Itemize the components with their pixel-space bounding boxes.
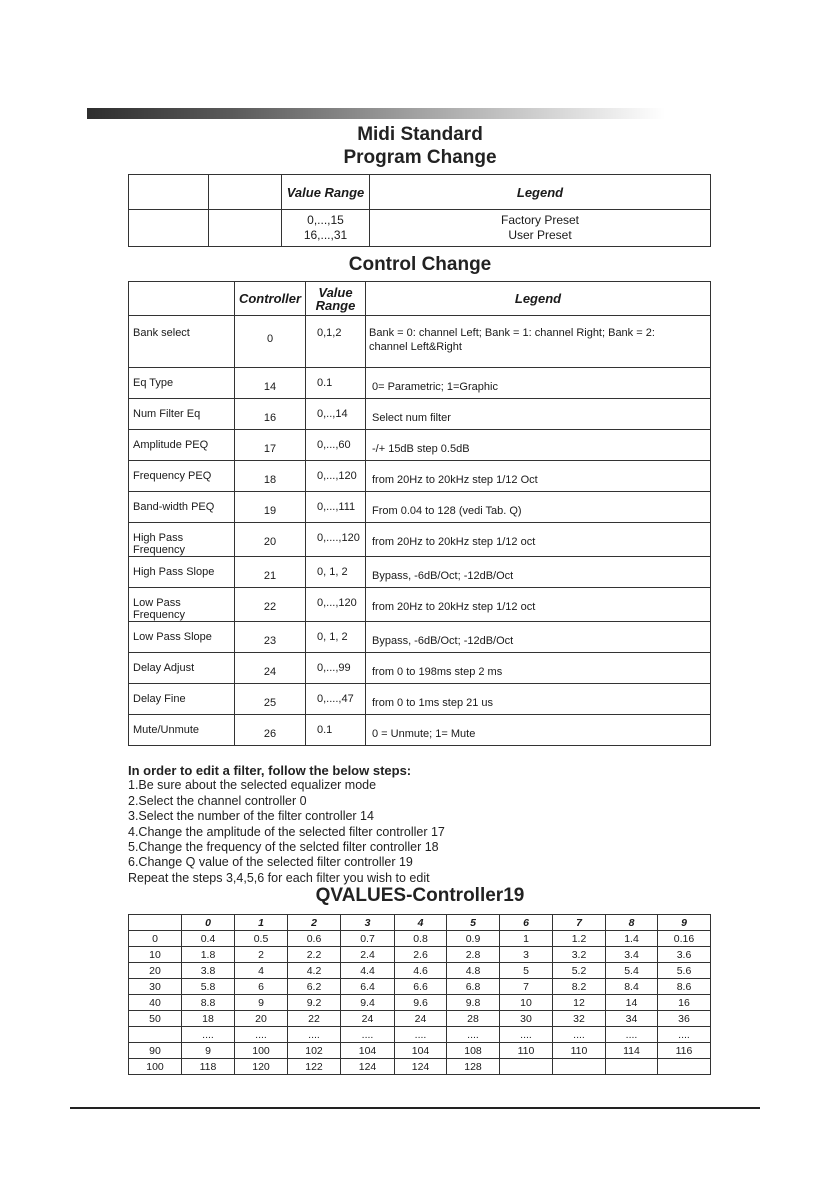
qv-cell: 2.2 <box>288 947 341 963</box>
table-row <box>129 1043 711 1059</box>
qv-cell: 0 <box>129 931 182 947</box>
qv-cell: 4.2 <box>288 963 341 979</box>
cc-range-cell: 0, 1, 2 <box>306 622 366 653</box>
qv-cell: 28 <box>447 1011 500 1027</box>
table-row <box>129 715 711 746</box>
qv-cell: 3.4 <box>606 947 658 963</box>
table-row <box>129 210 711 247</box>
qv-cell: 5.2 <box>553 963 606 979</box>
table-row <box>129 368 711 399</box>
table-row <box>129 979 711 995</box>
qv-cell: .... <box>395 1027 447 1043</box>
cc-range-cell: 0,...,111 <box>306 492 366 523</box>
qv-cell: 16 <box>658 995 711 1011</box>
qv-cell: 6.4 <box>341 979 395 995</box>
cc-controller-cell: 23 <box>235 622 306 653</box>
qv-cell: 8.2 <box>553 979 606 995</box>
table-row <box>129 557 711 588</box>
cc-controller-cell: 26 <box>235 715 306 746</box>
cc-range-cell: 0, 1, 2 <box>306 557 366 588</box>
cc-legend-cell: from 0 to 198ms step 2 ms <box>366 653 711 684</box>
qv-cell: 5 <box>500 963 553 979</box>
qv-cell: 124 <box>395 1059 447 1075</box>
qv-cell: 2 <box>235 947 288 963</box>
qv-cell: 0.4 <box>182 931 235 947</box>
table-row <box>129 461 711 492</box>
cc-name-cell: Mute/Unmute <box>129 715 235 746</box>
cc-legend-cell: from 0 to 1ms step 21 us <box>366 684 711 715</box>
qv-cell <box>553 1059 606 1075</box>
cc-range-cell: 0,1,2 <box>306 316 366 368</box>
qv-header-cell: 6 <box>500 915 553 931</box>
cc-range-cell: 0,....,120 <box>306 523 366 557</box>
qv-cell: 118 <box>182 1059 235 1075</box>
cc-range-cell: 0,...,120 <box>306 461 366 492</box>
cc-range-cell: 0,...,120 <box>306 588 366 622</box>
cc-name-cell: High Pass Slope <box>129 557 235 588</box>
cc-name-cell: Eq Type <box>129 368 235 399</box>
qv-cell: 104 <box>395 1043 447 1059</box>
qv-cell: .... <box>658 1027 711 1043</box>
table-row <box>129 622 711 653</box>
qv-cell: 30 <box>500 1011 553 1027</box>
qv-cell: 3.8 <box>182 963 235 979</box>
qv-cell: 9 <box>235 995 288 1011</box>
table-row <box>129 523 711 557</box>
qv-cell: .... <box>500 1027 553 1043</box>
pc-cell-c2 <box>209 210 282 247</box>
cc-controller-cell: 20 <box>235 523 306 557</box>
cc-name-cell: Delay Adjust <box>129 653 235 684</box>
qv-cell: 1.8 <box>182 947 235 963</box>
cc-name-cell: Low Pass Slope <box>129 622 235 653</box>
qv-cell: 110 <box>553 1043 606 1059</box>
qv-header-cell <box>129 915 182 931</box>
qv-cell: 9.4 <box>341 995 395 1011</box>
qv-cell: 8.6 <box>658 979 711 995</box>
qv-cell: 22 <box>288 1011 341 1027</box>
qv-cell: 116 <box>658 1043 711 1059</box>
qv-header-cell: 7 <box>553 915 606 931</box>
qv-header-cell: 9 <box>658 915 711 931</box>
qvalues-header-row <box>129 915 711 931</box>
qv-header-cell: 3 <box>341 915 395 931</box>
qv-cell: 5.4 <box>606 963 658 979</box>
qv-header-cell: 2 <box>288 915 341 931</box>
cc-legend-cell: From 0.04 to 128 (vedi Tab. Q) <box>366 492 711 523</box>
cc-controller-cell: 0 <box>235 316 306 368</box>
qv-cell: 24 <box>341 1011 395 1027</box>
qv-cell: 1.2 <box>553 931 606 947</box>
step-item: 2.Select the channel controller 0 <box>128 793 307 808</box>
step-item: Repeat the steps 3,4,5,6 for each filter you wish to edit <box>128 870 430 885</box>
qv-cell: 18 <box>182 1011 235 1027</box>
cc-controller-cell: 14 <box>235 368 306 399</box>
cc-range-cell: 0,..,14 <box>306 399 366 430</box>
step-item: 1.Be sure about the selected equalizer mode <box>128 778 377 793</box>
qv-cell <box>129 1027 182 1043</box>
cc-legend-cell: Bypass, -6dB/Oct; -12dB/Oct <box>366 622 711 653</box>
step-item: 3.Select the number of the filter controller 14 <box>128 809 374 824</box>
cc-name-cell: Amplitude PEQ <box>129 430 235 461</box>
qv-cell: 0.16 <box>658 931 711 947</box>
cc-name-cell: Band-width PEQ <box>129 492 235 523</box>
program-change-header-row <box>129 175 711 210</box>
qv-cell: 20 <box>129 963 182 979</box>
bottom-rule <box>70 1107 760 1109</box>
qv-cell: 4.6 <box>395 963 447 979</box>
qv-cell: 7 <box>500 979 553 995</box>
qv-cell: 8.4 <box>606 979 658 995</box>
cc-controller-cell: 21 <box>235 557 306 588</box>
qv-cell: 9.6 <box>395 995 447 1011</box>
table-row <box>129 995 711 1011</box>
cc-range-cell: 0,....,47 <box>306 684 366 715</box>
qv-cell: 114 <box>606 1043 658 1059</box>
cc-name-cell: Frequency PEQ <box>129 461 235 492</box>
qvalues-table <box>128 914 711 1075</box>
cc-name-cell: Bank select <box>129 316 235 368</box>
table-row <box>129 1059 711 1075</box>
qv-cell: 0.7 <box>341 931 395 947</box>
qv-cell: 6.2 <box>288 979 341 995</box>
cc-legend-cell: -/+ 15dB step 0.5dB <box>366 430 711 461</box>
table-row <box>129 947 711 963</box>
qv-cell <box>658 1059 711 1075</box>
qv-cell: 10 <box>500 995 553 1011</box>
cc-controller-cell: 18 <box>235 461 306 492</box>
qv-cell: 8.8 <box>182 995 235 1011</box>
qv-cell: 90 <box>129 1043 182 1059</box>
cc-legend-cell: 0 = Unmute; 1= Mute <box>366 715 711 746</box>
qv-cell: .... <box>182 1027 235 1043</box>
pc-cell-range: 0,...,15 16,...,31 <box>282 210 370 247</box>
qv-cell: 110 <box>500 1043 553 1059</box>
qv-cell: .... <box>606 1027 658 1043</box>
qv-cell: 2.6 <box>395 947 447 963</box>
cc-legend-cell: from 20Hz to 20kHz step 1/12 Oct <box>366 461 711 492</box>
qv-header-cell: 5 <box>447 915 500 931</box>
qv-cell: 32 <box>553 1011 606 1027</box>
step-item: 4.Change the amplitude of the selected filter controller 17 <box>128 824 445 839</box>
qv-cell: 5.8 <box>182 979 235 995</box>
qv-cell: 0.5 <box>235 931 288 947</box>
qv-cell: 0.8 <box>395 931 447 947</box>
qv-cell: 4.8 <box>447 963 500 979</box>
cc-controller-cell: 24 <box>235 653 306 684</box>
midi-standard-title: Midi Standard <box>357 124 483 145</box>
cc-header-cell <box>129 282 235 316</box>
qv-header-cell: 0 <box>182 915 235 931</box>
cc-range-cell: 0,...,99 <box>306 653 366 684</box>
table-row <box>129 492 711 523</box>
qv-cell: 3.2 <box>553 947 606 963</box>
cc-legend-cell: 0= Parametric; 1=Graphic <box>366 368 711 399</box>
cc-range-cell: 0.1 <box>306 715 366 746</box>
qv-cell: 14 <box>606 995 658 1011</box>
qv-cell: 6.6 <box>395 979 447 995</box>
qv-cell: 1.4 <box>606 931 658 947</box>
table-row <box>129 684 711 715</box>
control-change-table <box>128 281 711 746</box>
table-row <box>129 653 711 684</box>
qv-cell: .... <box>341 1027 395 1043</box>
qv-cell: 6 <box>235 979 288 995</box>
cc-name-cell: Low Pass Frequency <box>129 588 235 622</box>
table-row <box>129 430 711 461</box>
qv-cell: .... <box>235 1027 288 1043</box>
pc-cell-c1 <box>129 210 209 247</box>
qv-cell <box>500 1059 553 1075</box>
table-row <box>129 316 711 368</box>
qv-cell <box>606 1059 658 1075</box>
qv-cell: 2.4 <box>341 947 395 963</box>
qv-header-cell: 8 <box>606 915 658 931</box>
qv-cell: 30 <box>129 979 182 995</box>
cc-name-cell: High Pass Frequency <box>129 523 235 557</box>
cc-legend-cell: Bank = 0: channel Left; Bank = 1: channel Right; Bank = 2: channel Left&Right <box>366 316 711 368</box>
qv-cell: 128 <box>447 1059 500 1075</box>
qv-cell: 3.6 <box>658 947 711 963</box>
program-change-table <box>128 174 711 247</box>
qv-cell: 4 <box>235 963 288 979</box>
qv-cell: 36 <box>658 1011 711 1027</box>
pc-header-cell <box>209 175 282 210</box>
control-change-header-row <box>129 282 711 316</box>
qv-cell: 9.8 <box>447 995 500 1011</box>
qv-cell: .... <box>553 1027 606 1043</box>
qv-cell: 0.6 <box>288 931 341 947</box>
qv-cell: 1 <box>500 931 553 947</box>
pc-header-cell: Legend <box>370 175 711 210</box>
qv-cell: 34 <box>606 1011 658 1027</box>
table-row <box>129 931 711 947</box>
qv-header-cell: 4 <box>395 915 447 931</box>
header-gradient-bar <box>87 108 665 119</box>
cc-header-cell: Controller <box>235 282 306 316</box>
table-row <box>129 399 711 430</box>
cc-controller-cell: 16 <box>235 399 306 430</box>
table-row <box>129 588 711 622</box>
qv-cell: 24 <box>395 1011 447 1027</box>
qv-cell: 2.8 <box>447 947 500 963</box>
cc-range-cell: 0.1 <box>306 368 366 399</box>
table-row <box>129 1027 711 1043</box>
qv-cell: 124 <box>341 1059 395 1075</box>
qv-cell: 6.8 <box>447 979 500 995</box>
cc-legend-cell: Select num filter <box>366 399 711 430</box>
table-row <box>129 963 711 979</box>
qv-cell: 0.9 <box>447 931 500 947</box>
qv-cell: 50 <box>129 1011 182 1027</box>
qv-cell: 100 <box>235 1043 288 1059</box>
qv-cell: 122 <box>288 1059 341 1075</box>
qv-cell: 9 <box>182 1043 235 1059</box>
qv-cell: .... <box>447 1027 500 1043</box>
qv-cell: 9.2 <box>288 995 341 1011</box>
step-item: 6.Change Q value of the selected filter controller 19 <box>128 855 413 870</box>
cc-name-cell: Delay Fine <box>129 684 235 715</box>
pc-header-cell <box>129 175 209 210</box>
qv-cell: 4.4 <box>341 963 395 979</box>
cc-legend-cell: from 20Hz to 20kHz step 1/12 oct <box>366 588 711 622</box>
cc-controller-cell: 22 <box>235 588 306 622</box>
qv-cell: 104 <box>341 1043 395 1059</box>
qv-cell: 10 <box>129 947 182 963</box>
qvalues-title: QVALUES-Controller19 <box>315 885 525 906</box>
edit-filter-steps <box>128 763 728 886</box>
step-item: 5.Change the frequency of the selcted filter controller 18 <box>128 840 439 855</box>
cc-name-cell: Num Filter Eq <box>129 399 235 430</box>
qv-header-cell: 1 <box>235 915 288 931</box>
cc-header-cell: Value Range <box>306 282 366 316</box>
qv-cell: 3 <box>500 947 553 963</box>
qv-cell: 102 <box>288 1043 341 1059</box>
cc-legend-cell: Bypass, -6dB/Oct; -12dB/Oct <box>366 557 711 588</box>
program-change-title: Program Change <box>343 147 497 168</box>
qv-cell: 20 <box>235 1011 288 1027</box>
qv-cell: 12 <box>553 995 606 1011</box>
qv-cell: 40 <box>129 995 182 1011</box>
table-row <box>129 1011 711 1027</box>
qv-cell: 120 <box>235 1059 288 1075</box>
cc-range-cell: 0,...,60 <box>306 430 366 461</box>
pc-cell-legend: Factory Preset User Preset <box>370 210 711 247</box>
cc-controller-cell: 25 <box>235 684 306 715</box>
cc-header-cell: Legend <box>366 282 711 316</box>
cc-controller-cell: 19 <box>235 492 306 523</box>
qv-cell: .... <box>288 1027 341 1043</box>
cc-legend-cell: from 20Hz to 20kHz step 1/12 oct <box>366 523 711 557</box>
qv-cell: 100 <box>129 1059 182 1075</box>
control-change-title: Control Change <box>348 254 492 275</box>
pc-header-cell: Value Range <box>282 175 370 210</box>
steps-heading: In order to edit a filter, follow the below steps: <box>128 763 412 778</box>
qv-cell: 5.6 <box>658 963 711 979</box>
qv-cell: 108 <box>447 1043 500 1059</box>
cc-controller-cell: 17 <box>235 430 306 461</box>
